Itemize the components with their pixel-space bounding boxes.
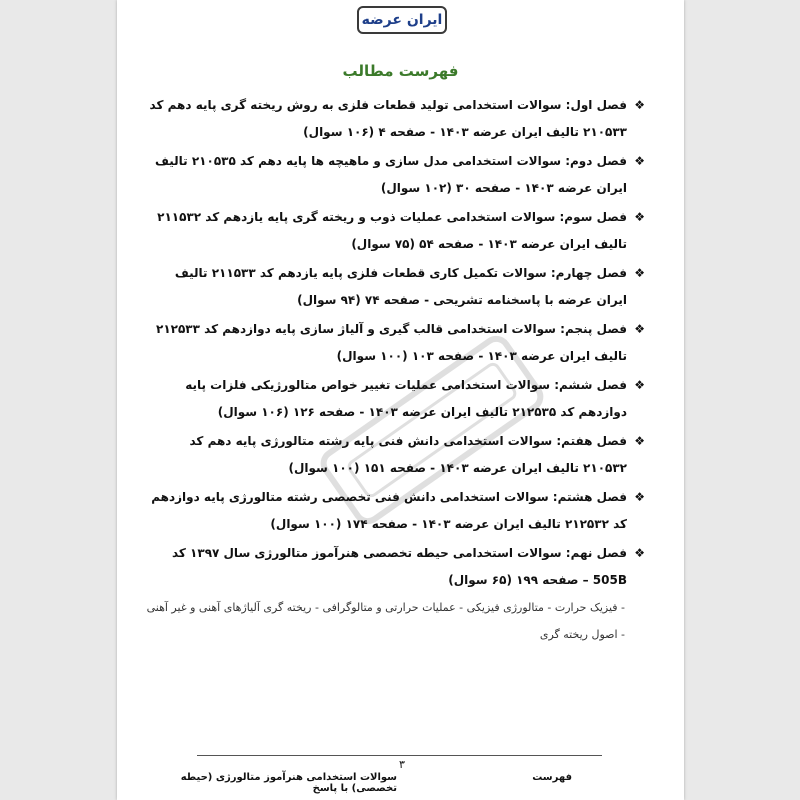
toc-item-text: فصل دوم: سوالات استخدامی مدل سازی و ماهیچه ها پایه دهم کد ۲۱۰۵۳۵ تالیف ایران عرضه ۱۴۰۳ - صفحه ۳۰ (۱۰۲ سوال) (154, 154, 627, 195)
toc-item-3[interactable] (145, 204, 645, 258)
page-number: ۳ (399, 758, 405, 771)
diamond-bullet-icon: ❖ (634, 322, 645, 336)
diamond-bullet-icon: ❖ (634, 546, 645, 560)
toc-item-1[interactable] (145, 92, 645, 146)
diamond-bullet-icon: ❖ (634, 490, 645, 504)
toc-item-text: فصل پنجم: سوالات استخدامی قالب گیری و آلیاژ سازی پایه دوازدهم کد ۲۱۲۵۳۳ تالیف ایران عرضه ۱۴۰۳ - صفحه ۱۰۳ (۱۰۰ سوال) (156, 322, 627, 363)
toc-item-5[interactable] (145, 316, 645, 370)
toc-item-7[interactable] (145, 428, 645, 482)
footer-divider (197, 755, 602, 756)
toc-item-text: فصل سوم: سوالات استخدامی عملیات ذوب و ریخته گری پایه یازدهم کد ۲۱۱۵۳۲ تالیف ایران عرضه ۱۴۰۳ - صفحه ۵۴ (۷۵ سوال) (157, 210, 627, 251)
toc-title: فهرست مطالب (342, 62, 459, 80)
diamond-bullet-icon: ❖ (634, 210, 645, 224)
footer-book-title: سوالات استخدامی هنرآموز متالورژی (حیطه تخصصی) با پاسخ (180, 772, 397, 794)
toc-item-2[interactable] (145, 148, 645, 202)
toc-subnote: - فیزیک حرارت - متالورژی فیزیکی - عملیات حرارتی و متالوگرافی - ریخته گری آلیاژهای آهنی و غیر آهنی - اصول ریخته گری (146, 601, 625, 641)
toc-item-text: فصل چهارم: سوالات تکمیل کاری قطعات فلزی پایه یازدهم کد ۲۱۱۵۳۳ تالیف ایران عرضه با پاسخنامه تشریحی - صفحه ۷۴ (۹۴ سوال) (174, 266, 627, 307)
footer-section-label: فهرست (532, 772, 572, 783)
diamond-bullet-icon: ❖ (634, 434, 645, 448)
toc-item-9[interactable] (145, 540, 645, 594)
toc-item-8[interactable] (145, 484, 645, 538)
toc-list (145, 92, 645, 596)
toc-item-text: فصل اول: سوالات استخدامی تولید قطعات فلزی به روش ریخته گری پایه دهم کد ۲۱۰۵۳۳ تالیف ایران عرضه ۱۴۰۳ - صفحه ۴ (۱۰۶ سوال) (149, 98, 627, 139)
diamond-bullet-icon: ❖ (634, 154, 645, 168)
toc-item-text: فصل نهم: سوالات استخدامی حیطه تخصصی هنرآموز متالورژی سال ۱۳۹۷ کد 505B – صفحه ۱۹۹ (۶۵ سوال) (171, 546, 627, 587)
diamond-bullet-icon: ❖ (634, 266, 645, 280)
document-page (117, 0, 684, 800)
toc-item-4[interactable] (145, 260, 645, 314)
logo-text: ایران عرضه (361, 12, 443, 28)
diamond-bullet-icon: ❖ (634, 378, 645, 392)
brand-logo (357, 6, 447, 34)
diamond-bullet-icon: ❖ (634, 98, 645, 112)
toc-item-6[interactable] (145, 372, 645, 426)
toc-item-text: فصل هشتم: سوالات استخدامی دانش فنی تخصصی رشته متالورژی پایه دوازدهم کد ۲۱۲۵۳۲ تالیف ایران عرضه ۱۴۰۳ - صفحه ۱۷۴ (۱۰۰ سوال) (151, 490, 627, 531)
toc-item-text: فصل ششم: سوالات استخدامی عملیات تغییر خواص متالورژیکی فلزات پایه دوازدهم کد ۲۱۲۵۳۵ تالیف ایران عرضه ۱۴۰۳ - صفحه ۱۲۶ (۱۰۶ سوال) (185, 378, 627, 419)
toc-item-text: فصل هفتم: سوالات استخدامی دانش فنی پایه رشته متالورژی پایه دهم کد ۲۱۰۵۳۲ تالیف ایران عرضه ۱۴۰۳ - صفحه ۱۵۱ (۱۰۰ سوال) (189, 434, 627, 475)
